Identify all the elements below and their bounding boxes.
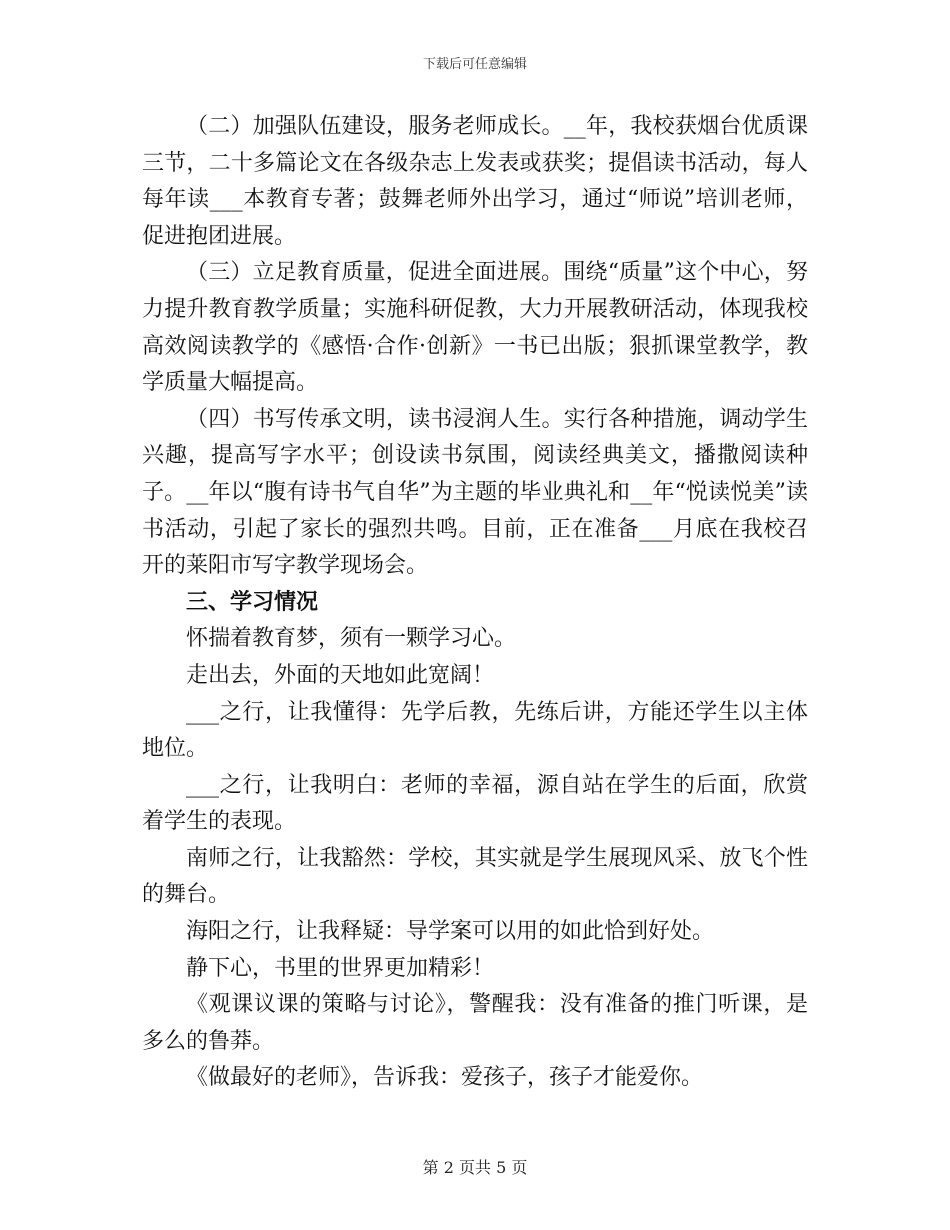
document-body <box>142 109 808 1097</box>
study-paragraph: 走出去，外面的天地如此宽阔！ <box>186 662 495 688</box>
study-paragraph: ___之行，让我明白：老师的幸福，源自站在学生的后面，欣赏着学生的表现。 <box>142 772 808 835</box>
page-number: 第 2 页共 5 页 <box>422 1158 528 1177</box>
study-paragraph: 南师之行，让我豁然：学校，其实就是学生展现风采、放飞个性的舞台。 <box>142 845 808 908</box>
section-heading-study: 三、学习情况 <box>186 589 319 615</box>
study-paragraph: ___之行，让我懂得：先学后教，先练后讲，方能还学生以主体地位。 <box>142 699 808 762</box>
study-paragraph: 海阳之行，让我释疑：导学案可以用的如此恰到好处。 <box>186 919 715 945</box>
page-header: 下载后可任意编辑 <box>422 57 527 72</box>
paragraph-education-quality: （三）立足教育质量，促进全面进展。围绕“质量”这个中心，努力提升教育教学质量；实施科研促教，大力开展教研活动，体现我校高效阅读教学的《感悟·合作·创新》一书已出版；狠抓课堂教学，教学质量大幅提高。 <box>142 260 808 396</box>
study-paragraph: 静下心，书里的世界更加精彩！ <box>186 955 495 981</box>
study-paragraph: 《做最好的老师》，告诉我：爱孩子，孩子才能爱你。 <box>186 1065 704 1091</box>
study-paragraph: 《观课议课的策略与讨论》，警醒我：没有准备的推门听课，是多么的鲁莽。 <box>142 992 808 1054</box>
study-paragraph: 怀揣着教育梦，须有一颗学习心。 <box>186 626 517 652</box>
paragraph-writing-reading: （四）书写传承文明，读书浸润人生。实行各种措施，调动学生兴趣，提高写字水平；创设读书氛围，阅读经典美文，播撒阅读种子。__年以“腹有诗书气自华”为主题的毕业典礼和__年“悦读悦美”读书活动，引起了家长的强烈共鸣。目前，正在准备___月底在我校召开的莱阳市写字教学现场会。 <box>142 406 808 579</box>
paragraph-team-building: （二）加强队伍建设，服务老师成长。__年，我校获烟台优质课三节，二十多篇论文在各级杂志上发表或获奖；提倡读书活动，每人每年读___本教育专著；鼓舞老师外出学习，通过“师说”培训老师，促进抱团进展。 <box>142 114 808 249</box>
